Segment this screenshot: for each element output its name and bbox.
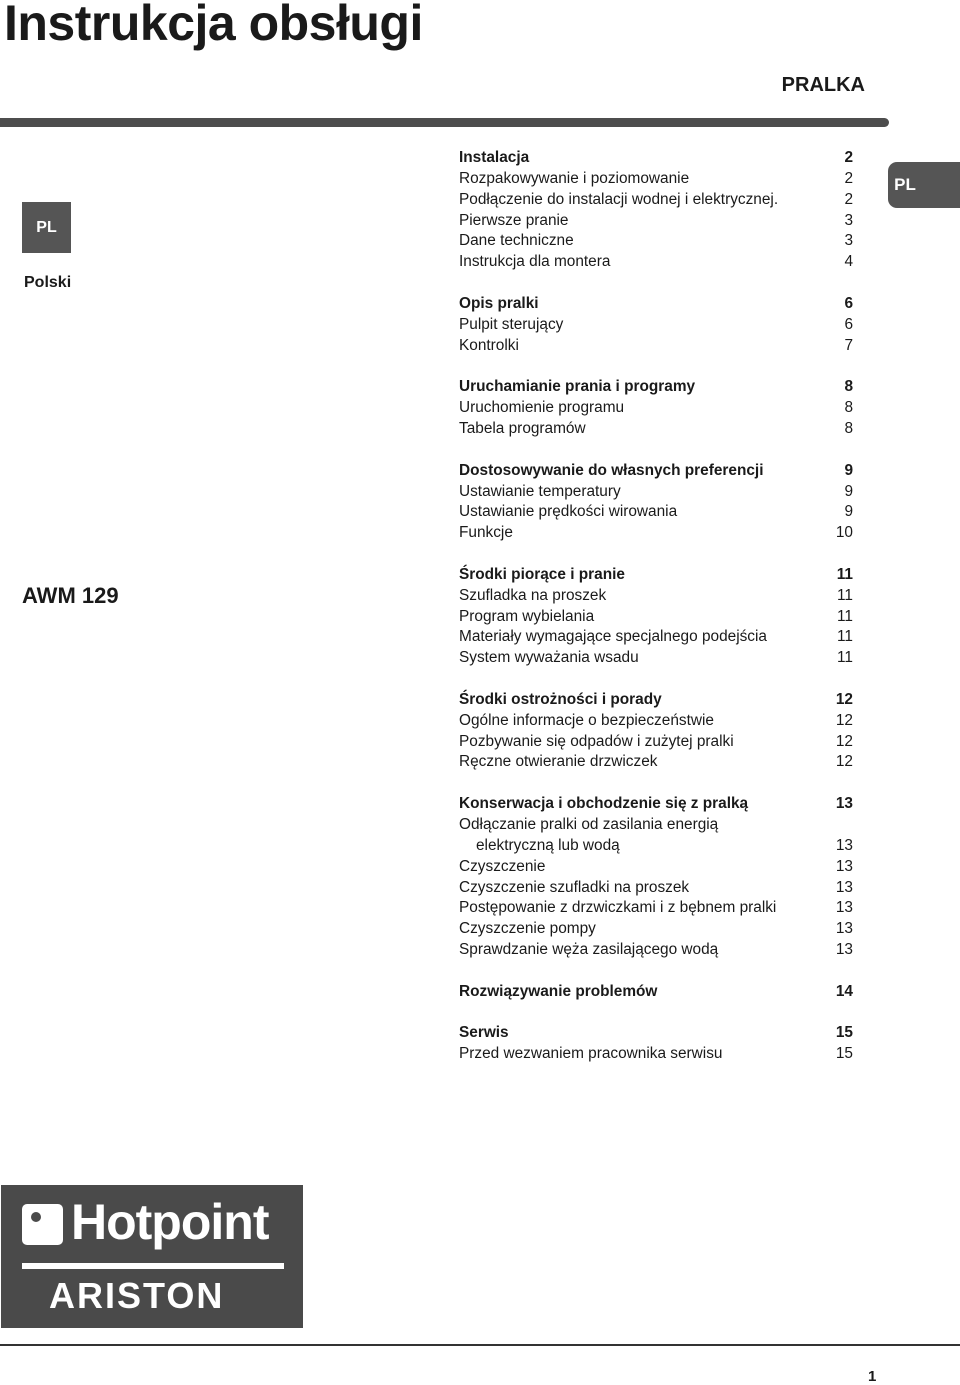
toc-entry-title: Czyszczenie xyxy=(459,857,546,875)
toc-page-number: 11 xyxy=(837,628,853,646)
toc-section xyxy=(459,690,853,773)
toc-page-number: 15 xyxy=(835,1024,853,1042)
toc-page-number: 13 xyxy=(835,899,853,917)
toc-entry-title: Pozbywanie się odpadów i zużytej pralki xyxy=(459,732,734,750)
toc-page-number: 11 xyxy=(837,649,853,667)
toc-page-number: 8 xyxy=(844,419,853,437)
toc-section xyxy=(459,461,853,544)
toc-entry-title: Ręczne otwieranie drzwiczek xyxy=(459,753,658,771)
toc-page-number: 13 xyxy=(835,878,853,896)
toc-page-number: 14 xyxy=(835,982,853,1000)
logo-text-hotpoint: Hotpoint xyxy=(71,1194,269,1250)
toc-entry-title: Opis pralki xyxy=(459,294,539,312)
toc-page-number: 9 xyxy=(844,503,853,521)
toc-entry xyxy=(459,919,853,940)
toc-entry-title: Serwis xyxy=(459,1024,509,1042)
toc-entry-title: Pulpit sterujący xyxy=(459,315,564,333)
document-title: Instrukcja obsługi xyxy=(4,0,423,51)
toc-section xyxy=(459,982,853,1003)
toc-entry xyxy=(459,586,853,607)
toc-section-heading xyxy=(459,794,853,815)
toc-entry xyxy=(459,648,853,669)
toc-section xyxy=(459,148,853,273)
logo-text-ariston: ARISTON xyxy=(49,1275,225,1316)
toc-page-number: 10 xyxy=(835,524,853,542)
toc-section xyxy=(459,377,853,440)
toc-page-number: 13 xyxy=(835,857,853,875)
toc-entry xyxy=(459,231,853,252)
toc-entry xyxy=(459,940,853,961)
toc-page-number xyxy=(829,815,853,836)
toc-section-heading xyxy=(459,148,853,169)
toc-entry xyxy=(459,252,853,273)
toc-section xyxy=(459,794,853,961)
toc-page-number: 13 xyxy=(835,795,853,813)
toc-entry xyxy=(459,169,853,190)
toc-entry xyxy=(459,607,853,628)
toc-entry-title: Tabela programów xyxy=(459,419,586,437)
toc-entry xyxy=(459,523,853,544)
toc-entry xyxy=(459,732,853,753)
toc-entry xyxy=(459,502,853,523)
toc-entry-title: Szufladka na proszek xyxy=(459,586,607,604)
toc-section-heading xyxy=(459,565,853,586)
toc-entry-title: Instalacja xyxy=(459,149,530,166)
toc-entry xyxy=(459,878,853,899)
toc-entry-title: Środki piorące i pranie xyxy=(459,565,625,583)
toc-page-number: 8 xyxy=(844,378,853,396)
toc-page-number: 12 xyxy=(835,732,853,750)
toc-entry-title: Środki ostrożności i porady xyxy=(459,690,662,708)
toc-page-number: 6 xyxy=(844,315,853,333)
toc-entry-title: Materiały wymagające specjalnego podejścia xyxy=(459,628,767,646)
toc-section-heading xyxy=(459,1023,853,1044)
toc-entry xyxy=(459,211,853,232)
toc-entry-title: Ustawianie prędkości wirowania xyxy=(459,503,678,521)
toc-entry-title: Kontrolki xyxy=(459,336,519,354)
toc-entry-title: Postępowanie z drzwiczkami i z bębnem pralki xyxy=(459,899,777,917)
toc-page-number: 3 xyxy=(844,232,853,250)
logo-mark-icon xyxy=(22,1204,63,1245)
toc-section-heading xyxy=(459,690,853,711)
toc-entry-title: Funkcje xyxy=(459,524,513,542)
toc-entry xyxy=(459,752,853,773)
toc-page-number: 12 xyxy=(835,711,853,729)
logo-bar xyxy=(22,1263,284,1269)
toc-page-number: 4 xyxy=(844,253,853,271)
toc-section-heading xyxy=(459,377,853,398)
toc-page-number: 9 xyxy=(844,482,853,500)
toc-entry xyxy=(459,315,853,336)
toc-entry xyxy=(459,898,853,919)
toc-entry-title: Podłączenie do instalacji wodnej i elektrycznej. xyxy=(459,190,779,208)
toc-page-number: 11 xyxy=(837,586,853,604)
toc-page-number: 13 xyxy=(835,836,853,854)
model-number: AWM 129 xyxy=(22,583,119,608)
toc-page-number: 15 xyxy=(835,1045,853,1063)
toc-entry-title: Konserwacja i obchodzenie się z pralką xyxy=(459,795,749,813)
toc-entry-title: Odłączanie pralki od zasilania energią xyxy=(459,816,719,833)
toc-entry-title: Dostosowywanie do własnych preferencji xyxy=(459,461,764,479)
toc-entry-title: Czyszczenie szufladki na proszek xyxy=(459,878,690,896)
toc-entry-title: elektryczną lub wodą xyxy=(476,836,620,854)
toc-section xyxy=(459,1023,853,1065)
toc-entry xyxy=(459,336,853,357)
toc-entry xyxy=(459,857,853,878)
toc-entry xyxy=(459,627,853,648)
toc-entry-title: System wyważania wsadu xyxy=(459,649,639,667)
toc-entry-title: Przed wezwaniem pracownika serwisu xyxy=(459,1045,723,1063)
language-badge: PL xyxy=(22,202,71,253)
toc-entry xyxy=(459,419,853,440)
toc-entry-title: Ogólne informacje o bezpieczeństwie xyxy=(459,711,714,729)
toc-page-number: 2 xyxy=(844,149,853,166)
toc-entry xyxy=(459,836,853,857)
toc-section xyxy=(459,565,853,669)
toc-entry-title: Rozwiązywanie problemów xyxy=(459,982,658,1000)
toc-entry-title: Sprawdzanie węża zasilającego wodą xyxy=(459,941,719,959)
table-of-contents xyxy=(459,148,853,1086)
toc-entry xyxy=(459,482,853,503)
toc-section-heading xyxy=(459,461,853,482)
toc-entry-title: Ustawianie temperatury xyxy=(459,482,621,500)
toc-page-number: 13 xyxy=(835,920,853,938)
toc-section-heading xyxy=(459,982,853,1003)
toc-entry xyxy=(459,815,853,836)
toc-entry-title: Rozpakowywanie i poziomowanie xyxy=(459,169,690,187)
toc-page-number: 12 xyxy=(835,690,853,708)
toc-page-number: 3 xyxy=(844,211,853,229)
toc-section xyxy=(459,294,853,357)
page-number: 1 xyxy=(868,1368,877,1385)
toc-entry-title: Instrukcja dla montera xyxy=(459,253,611,271)
header-divider xyxy=(0,118,889,127)
toc-entry-title: Program wybielania xyxy=(459,607,595,625)
product-type: PRALKA xyxy=(781,74,865,96)
toc-entry-title: Czyszczenie pompy xyxy=(459,920,596,938)
toc-entry-title: Pierwsze pranie xyxy=(459,211,569,229)
language-tab: PL xyxy=(888,162,960,208)
toc-entry xyxy=(459,398,853,419)
footer-divider xyxy=(0,1344,960,1346)
language-name: Polski xyxy=(24,274,72,291)
toc-page-number: 13 xyxy=(835,941,853,959)
toc-entry-title: Uruchamianie prania i programy xyxy=(459,378,696,396)
toc-entry-title: Dane techniczne xyxy=(459,232,574,250)
toc-page-number: 12 xyxy=(835,753,853,771)
toc-page-number: 8 xyxy=(844,399,853,417)
toc-entry xyxy=(459,1044,853,1065)
toc-entry xyxy=(459,190,853,211)
toc-page-number: 11 xyxy=(837,607,853,625)
toc-page-number: 11 xyxy=(836,565,853,583)
toc-entry xyxy=(459,711,853,732)
toc-page-number: 7 xyxy=(844,336,853,354)
toc-page-number: 9 xyxy=(844,461,853,479)
toc-page-number: 2 xyxy=(844,169,853,187)
toc-page-number: 6 xyxy=(844,294,853,312)
toc-page-number: 2 xyxy=(844,190,853,208)
toc-section-heading xyxy=(459,294,853,315)
toc-entry-title: Uruchomienie programu xyxy=(459,399,625,417)
brand-logo xyxy=(1,1185,303,1328)
